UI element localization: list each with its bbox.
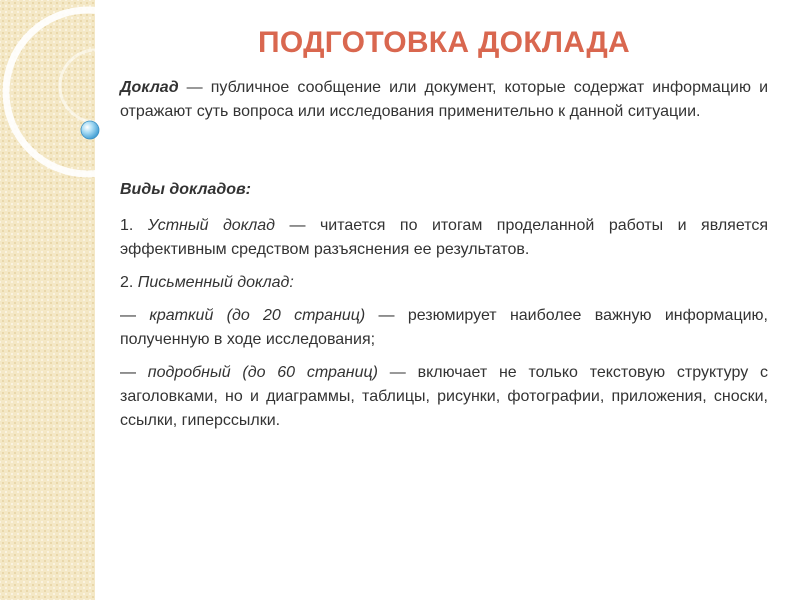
definition-text: — публичное сообщение или документ, которые содержат информацию и отражают суть вопроса или исследования применительно к данной ситуации.	[120, 79, 768, 120]
list-item-term: подробный (до 60 страниц)	[147, 364, 378, 381]
list-item-prefix: 2.	[120, 274, 138, 291]
list-item-text: — резюмирует наиболее важную информацию, полученную в ходе исследования;	[120, 307, 768, 348]
kinds-heading-text: Виды докладов:	[120, 181, 252, 198]
list-item	[120, 304, 768, 352]
blue-bubble-icon	[81, 121, 99, 139]
definition-term: Доклад	[120, 79, 179, 96]
list-item	[120, 214, 768, 262]
list-item-prefix: —	[120, 364, 148, 381]
list-item-text: — включает не только текстовую структуру с заголовками, но и диаграммы, таблицы, рисунки, фотографии, приложения, сноски, ссылки, гиперссылки.	[120, 364, 768, 429]
definition-paragraph	[120, 76, 768, 124]
slide-body	[120, 76, 768, 442]
list-item-term: Письменный доклад:	[137, 274, 294, 291]
list-item	[120, 361, 768, 433]
kinds-heading	[120, 178, 768, 202]
list-item-prefix: —	[120, 307, 150, 324]
slide-title: ПОДГОТОВКА ДОКЛАДА	[258, 26, 630, 59]
list-item-term: краткий (до 20 страниц)	[149, 307, 366, 324]
list-item-term: Устный доклад	[147, 217, 276, 234]
list-item-text: — читается по итогам проделанной работы и является эффективным средством разъяснения ее результатов.	[120, 217, 769, 258]
list-item	[120, 271, 768, 295]
list-item-prefix: 1.	[120, 217, 148, 234]
